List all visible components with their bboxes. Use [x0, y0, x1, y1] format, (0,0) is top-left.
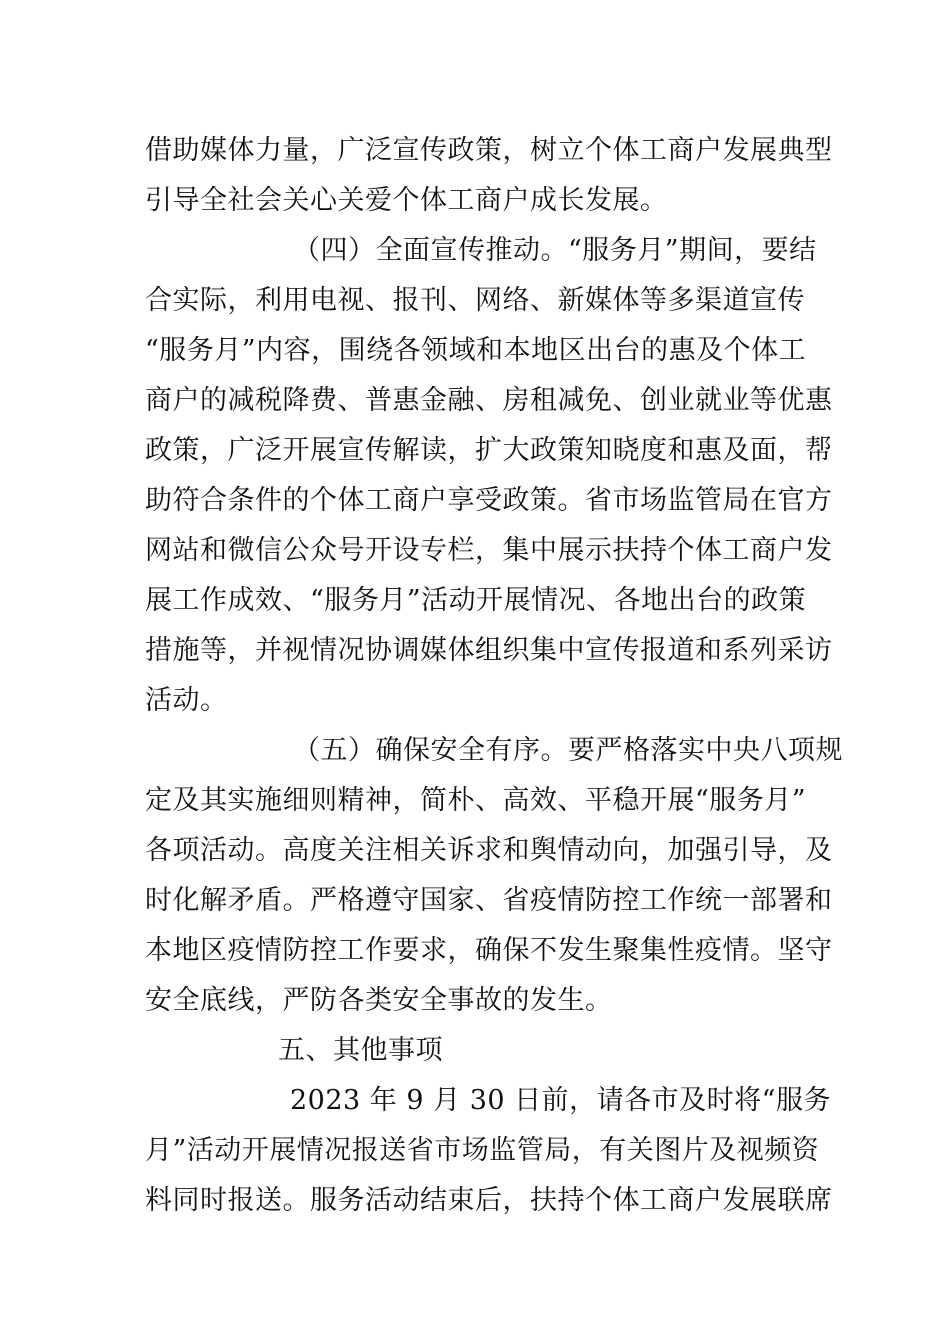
paragraph-heading-5: （五）确保安全有序。要严格落实中央八项规	[293, 735, 843, 766]
text-line: 商户的减税降费、普惠金融、房租减免、创业就业等优惠	[145, 385, 833, 416]
text-line: 合实际，利用电视、报刊、网络、新媒体等多渠道宣传	[145, 285, 805, 316]
text-line: 定及其实施细则精神，简朴、高效、平稳开展“服务月”	[145, 785, 807, 816]
text-line: 借助媒体力量，广泛宣传政策，树立个体工商户发展典型	[145, 135, 833, 166]
text-line: 政策，广泛开展宣传解读，扩大政策知晓度和惠及面，帮	[145, 435, 833, 466]
section-heading-5: 五、其他事项	[278, 1035, 443, 1066]
text-line: 本地区疫情防控工作要求，确保不发生聚集性疫情。坚守	[145, 935, 833, 966]
text-line: 措施等，并视情况协调媒体组织集中宣传报道和系列采访	[145, 635, 833, 666]
text-line: 料同时报送。服务活动结束后，扶持个体工商户发展联席	[145, 1185, 833, 1216]
paragraph-heading-4: （四）全面宣传推动。“服务月”期间，要结	[293, 235, 817, 266]
text-line: “服务月”内容，围绕各领域和本地区出台的惠及个体工	[145, 335, 807, 366]
text-line: 引导全社会关心关爱个体工商户成长发展。	[145, 185, 668, 216]
text-line: 展工作成效、“服务月”活动开展情况、各地出台的政策	[145, 585, 807, 616]
text-line: 网站和微信公众号开设专栏，集中展示扶持个体工商户发	[145, 535, 833, 566]
text-line: 各项活动。高度关注相关诉求和舆情动向，加强引导，及	[145, 835, 833, 866]
text-line: 安全底线，严防各类安全事故的发生。	[145, 985, 613, 1016]
text-line: 助符合条件的个体工商户享受政策。省市场监管局在官方	[145, 485, 833, 516]
text-line: 月”活动开展情况报送省市场监管局，有关图片及视频资	[145, 1135, 820, 1166]
text-line: 活动。	[145, 685, 228, 716]
text-line: 2023 年 9 月 30 日前，请各市及时将“服务	[290, 1085, 831, 1116]
text-line: 时化解矛盾。严格遵守国家、省疫情防控工作统一部署和	[145, 885, 833, 916]
